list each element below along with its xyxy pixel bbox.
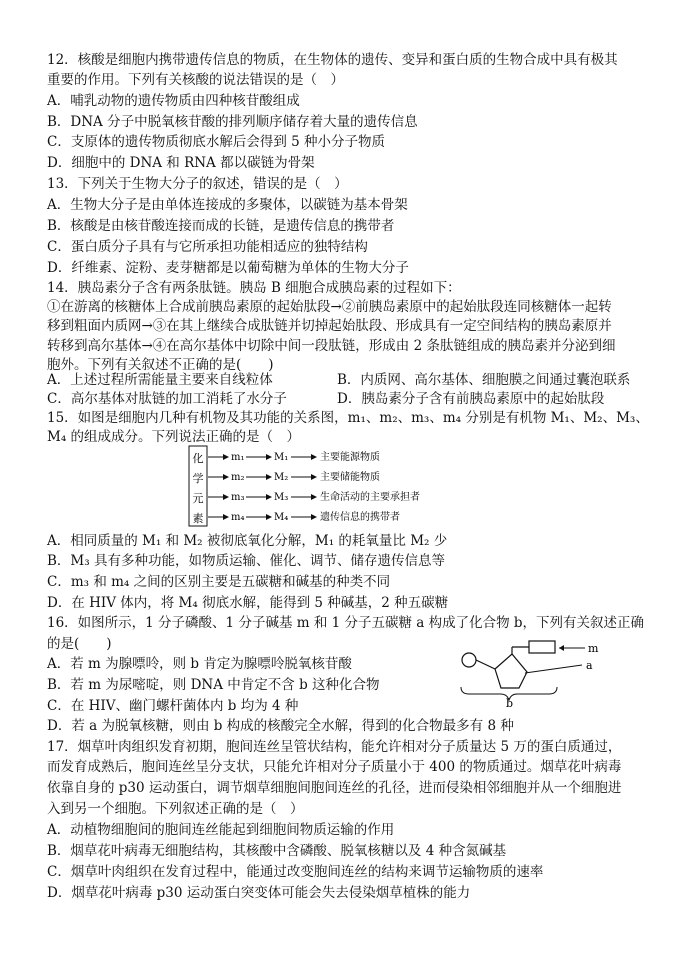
element-label-char: 化 [192,452,204,465]
element-label-char: 素 [192,512,204,525]
q17-option-b: B．烟草花叶病毒无细胞结构，其核酸中含磷酸、脱氧核糖以及 4 种含氮碱基 [47,843,507,859]
q15-option-d: D．在 HIV 体内，将 M₄ 彻底水解，能得到 5 种碱基，2 种五碳糖 [47,595,449,611]
macromolecule-label: M₄ [274,512,289,523]
q12-stem-line1: 12．核酸是细胞内携带遗传信息的物质，在生物体的遗传、变异和蛋白质的生物合成中具有极其 [47,52,618,68]
function-label: 生命活动的主要承担者 [320,492,420,503]
element-label-char: 学 [192,472,204,485]
phosphate-bond [476,660,495,669]
macromolecule-label: M₃ [274,492,289,503]
q14-option-b: B．内质网、高尔基体、细胞膜之间通过囊泡联系 [337,372,631,388]
q15-option-c: C．m₃ 和 m₄ 之间的区别主要是五碳糖和碱基的种类不同 [47,574,391,590]
q17-option-d: D．烟草花叶病毒 p30 运动蛋白突变体可能会失去侵染烟草植株的能力 [47,885,471,901]
q17-stem-line1: 17．烟草叶肉组织发育初期，胞间连丝呈管状结构，能允许相对分子质量达 5 万的蛋白质通过， [47,739,622,755]
q16-nucleotide-diagram [455,638,610,708]
q14-stem-line3: 移到粗面内质网→③在其上继续合成肽链并切掉起始肽段、形成具有一定空间结构的胰岛素原并 [47,318,612,334]
q13-option-c: C．蛋白质分子具有与它所承担功能相适应的独特结构 [47,239,368,255]
q17-stem-line4: 入到另一个细胞。下列叙述正确的是（ ） [47,801,304,817]
q16-option-b: B．若 m 为尿嘧啶，则 DNA 中肯定不含 b 这种化合物 [47,677,380,693]
pentose-pentagon [495,654,527,688]
diagram-row-3 [208,490,420,503]
macromolecule-label: M₁ [274,452,289,463]
q16-option-a: A．若 m 为腺嘌呤，则 b 肯定为腺嘌呤脱氧核苷酸 [47,656,352,672]
q15-option-b: B．M₃ 具有多种功能，如物质运输、催化、调节、储存遗传信息等 [47,553,445,569]
function-label: 主要储能物质 [320,472,380,483]
q12-option-a: A．哺乳动物的遗传物质由四种核苷酸组成 [47,93,300,109]
q17-option-c: C．烟草叶肉组织在发育过程中，能通过改变胞间连丝的结构来调节运输物质的速率 [47,864,544,880]
q17-option-a: A．动植物细胞间的胞间连丝能起到细胞间物质运输的作用 [47,822,395,838]
small-molecule-label: m₂ [231,472,245,483]
q13-stem: 13．下列关于生物大分子的叙述，错误的是（ ） [47,176,348,192]
small-molecule-label: m₄ [231,512,245,523]
label-m: m [588,642,599,655]
q15-organic-matter-diagram [188,445,458,527]
label-a: a [586,659,593,672]
q12-stem-line2: 重要的作用。下列有关核酸的说法错误的是（ ） [47,72,344,88]
q15-option-a: A．相同质量的 M₁ 和 M₂ 被彻底氧化分解，M₁ 的耗氧量比 M₂ 少 [47,533,448,549]
q13-option-b: B．核酸是由核苷酸连接而成的长链，是遗传信息的携带者 [47,218,395,234]
q15-stem-line1: 15．如图是细胞内几种有机物及其功能的关系图，m₁、m₂、m₃、m₄ 分别是有机物 M₁、M₂、M₃、 [47,410,649,426]
function-label: 主要能源物质 [320,452,380,463]
q16-option-c: C．在 HIV、幽门螺杆菌体内 b 均为 4 种 [47,698,299,714]
diagram-row-2 [208,470,380,483]
q14-stem-line4: 转移到高尔基体→④在高尔基体中切除中间一段肽链，形成由 2 条肽链组成的胰岛素并分泌到细 [47,338,616,354]
element-label-char: 元 [192,492,204,505]
q14-option-c: C．高尔基体对肽链的加工消耗了水分子 [47,391,287,407]
a-pointer [525,665,582,673]
q13-option-d: D．纤维素、淀粉、麦芽糖都是以葡萄糖为单体的生物大分子 [47,260,409,276]
small-molecule-label: m₃ [231,492,245,503]
q14-stem-line2: ①在游离的核糖体上合成前胰岛素原的起始肽段→②前胰岛素原中的起始肽段连同核糖体一起转 [47,299,612,315]
base-rectangle [529,641,555,653]
phosphate-circle [462,653,476,667]
q13-option-a: A．生物大分子是由单体连接成的多聚体，以碳链为基本骨架 [47,197,408,213]
q14-option-d: D．胰岛素分子含有前胰岛素原中的起始肽段 [337,391,605,407]
q12-option-b: B．DNA 分子中脱氧核苷酸的排列顺序储存着大量的遗传信息 [47,114,418,130]
q14-stem-line5: 胞外。下列有关叙述不正确的是( ) [47,357,274,373]
q12-option-c: C．支原体的遗传物质彻底水解后会得到 5 种小分子物质 [47,134,386,150]
q14-option-a: A．上述过程所需能量主要来自线粒体 [47,372,273,388]
q16-stem-line2: 的是( ) [47,636,112,652]
q16-stem-line1: 16．如图所示，1 分子磷酸、1 分子碱基 m 和 1 分子五碳糖 a 构成了化合物 b，下列有关叙述正确 [47,615,645,631]
q12-option-d: D．细胞中的 DNA 和 RNA 都以碳链为骨架 [47,155,315,171]
label-b: b [506,697,514,708]
diagram-row-4 [208,510,400,523]
macromolecule-label: M₂ [274,472,289,483]
function-label: 遗传信息的携带者 [320,512,400,523]
q14-stem-line1: 14．胰岛素分子含有两条肽链。胰岛 B 细胞合成胰岛素的过程如下： [47,280,461,296]
m-pointer-arrowhead [559,645,564,651]
q15-stem-line2: M₄ 的组成成分。下列说法正确的是（ ） [47,429,301,445]
diagram-row-1 [208,450,380,463]
q17-stem-line3: 依靠自身的 p30 运动蛋白，调节烟草细胞间胞间连丝的孔径，进而侵染相邻细胞并从一个细胞进 [47,780,622,796]
small-molecule-label: m₁ [231,452,245,463]
q17-stem-line2: 而发育成熟后，胞间连丝呈分支状，只能允许相对分子质量小于 400 的物质通过。烟草花叶病毒 [47,759,622,775]
q16-option-d: D．若 a 为脱氧核糖，则由 b 构成的核酸完全水解，得到的化合物最多有 8 种 [47,718,514,734]
